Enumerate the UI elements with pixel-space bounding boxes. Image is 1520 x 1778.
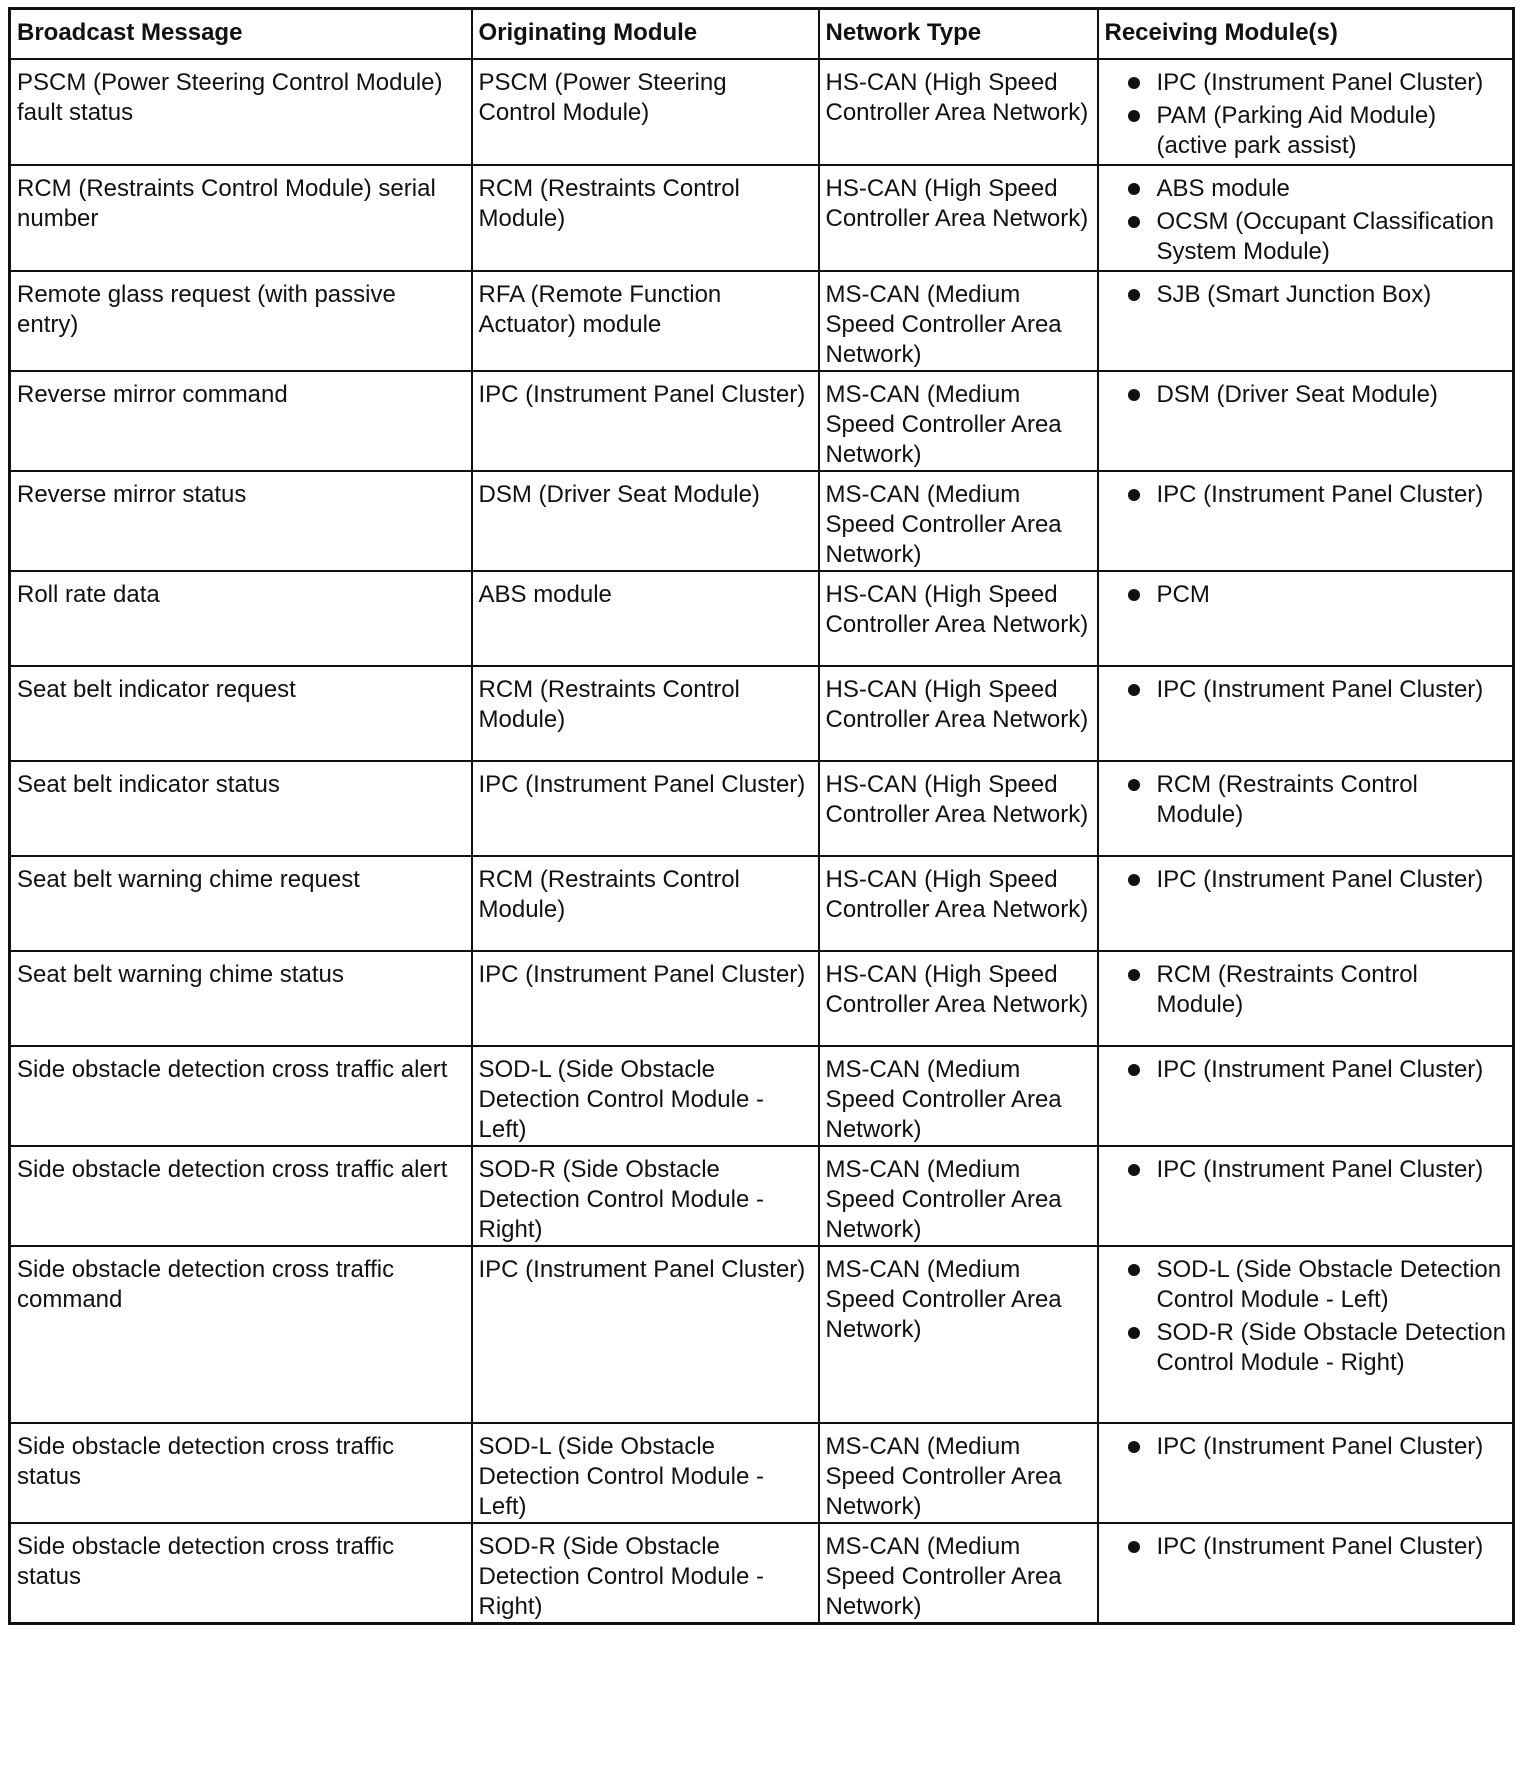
broadcast-message-cell: Side obstacle detection cross traffic command xyxy=(10,1246,472,1423)
receiving-module-item xyxy=(1109,1055,1509,1085)
receiving-modules-cell xyxy=(1098,471,1514,571)
receiving-modules-list xyxy=(1109,1155,1509,1185)
table-row xyxy=(10,666,1514,761)
bullet-icon xyxy=(1128,1164,1140,1176)
table-row xyxy=(10,59,1514,165)
bullet-icon xyxy=(1128,216,1140,228)
receiving-module-label: RCM (Restraints Control Module) xyxy=(1156,771,1418,828)
receiving-modules-list xyxy=(1109,1055,1509,1085)
table-row xyxy=(10,951,1514,1046)
receiving-module-item xyxy=(1109,1318,1509,1378)
receiving-module-label: PAM (Parking Aid Module) (active park assist) xyxy=(1156,102,1437,159)
table-row xyxy=(10,371,1514,471)
receiving-modules-cell xyxy=(1098,1046,1514,1146)
originating-module-cell: IPC (Instrument Panel Cluster) xyxy=(472,371,819,471)
table-row xyxy=(10,1523,1514,1624)
receiving-module-item xyxy=(1109,101,1509,161)
receiving-modules-list xyxy=(1109,675,1509,705)
broadcast-message-cell: Side obstacle detection cross traffic status xyxy=(10,1423,472,1523)
bullet-icon xyxy=(1128,77,1140,89)
receiving-module-label: IPC (Instrument Panel Cluster) xyxy=(1156,1433,1484,1460)
network-type-cell: MS-CAN (Medium Speed Controller Area Network) xyxy=(819,1523,1098,1624)
broadcast-message-cell: Remote glass request (with passive entry) xyxy=(10,271,472,371)
bullet-icon xyxy=(1128,489,1140,501)
network-type-cell: HS-CAN (High Speed Controller Area Network) xyxy=(819,165,1098,271)
broadcast-message-cell: Roll rate data xyxy=(10,571,472,666)
header-row xyxy=(10,9,1514,60)
broadcast-message-cell: Reverse mirror status xyxy=(10,471,472,571)
receiving-module-item xyxy=(1109,480,1509,510)
broadcast-message-cell: Side obstacle detection cross traffic alert xyxy=(10,1046,472,1146)
originating-module-cell: IPC (Instrument Panel Cluster) xyxy=(472,951,819,1046)
network-type-cell: MS-CAN (Medium Speed Controller Area Network) xyxy=(819,471,1098,571)
receiving-module-item xyxy=(1109,68,1509,98)
originating-module-cell: SOD-L (Side Obstacle Detection Control Module - Left) xyxy=(472,1046,819,1146)
receiving-module-item xyxy=(1109,380,1509,410)
receiving-modules-cell xyxy=(1098,951,1514,1046)
header-broadcast-message: Broadcast Message xyxy=(10,9,472,60)
receiving-module-label: IPC (Instrument Panel Cluster) xyxy=(1156,1533,1484,1560)
receiving-modules-cell xyxy=(1098,271,1514,371)
network-type-cell: HS-CAN (High Speed Controller Area Network) xyxy=(819,59,1098,165)
network-type-cell: HS-CAN (High Speed Controller Area Network) xyxy=(819,666,1098,761)
receiving-module-item xyxy=(1109,865,1509,895)
receiving-module-item xyxy=(1109,207,1509,267)
receiving-modules-cell xyxy=(1098,856,1514,951)
table-row xyxy=(10,571,1514,666)
receiving-modules-cell xyxy=(1098,59,1514,165)
receiving-modules-cell xyxy=(1098,761,1514,856)
originating-module-cell: ABS module xyxy=(472,571,819,666)
receiving-module-label: RCM (Restraints Control Module) xyxy=(1156,961,1418,1018)
broadcast-message-table-container xyxy=(8,7,1512,1625)
receiving-module-label: DSM (Driver Seat Module) xyxy=(1156,381,1438,408)
originating-module-cell: IPC (Instrument Panel Cluster) xyxy=(472,1246,819,1423)
originating-module-cell: SOD-R (Side Obstacle Detection Control Module - Right) xyxy=(472,1146,819,1246)
receiving-modules-list xyxy=(1109,380,1509,410)
table-row xyxy=(10,471,1514,571)
originating-module-cell: RCM (Restraints Control Module) xyxy=(472,856,819,951)
network-type-cell: HS-CAN (High Speed Controller Area Network) xyxy=(819,761,1098,856)
bullet-icon xyxy=(1128,969,1140,981)
receiving-module-item xyxy=(1109,770,1509,830)
network-type-cell: MS-CAN (Medium Speed Controller Area Network) xyxy=(819,1146,1098,1246)
originating-module-cell: PSCM (Power Steering Control Module) xyxy=(472,59,819,165)
network-type-cell: HS-CAN (High Speed Controller Area Network) xyxy=(819,951,1098,1046)
broadcast-message-table xyxy=(8,7,1515,1625)
receiving-modules-list xyxy=(1109,480,1509,510)
receiving-modules-list xyxy=(1109,1255,1509,1378)
originating-module-cell: SOD-R (Side Obstacle Detection Control Module - Right) xyxy=(472,1523,819,1624)
receiving-module-label: SOD-R (Side Obstacle Detection Control Module - Right) xyxy=(1156,1319,1506,1376)
bullet-icon xyxy=(1128,1441,1140,1453)
receiving-module-item xyxy=(1109,174,1509,204)
receiving-module-label: IPC (Instrument Panel Cluster) xyxy=(1156,1056,1484,1083)
receiving-module-label: IPC (Instrument Panel Cluster) xyxy=(1156,676,1484,703)
table-row xyxy=(10,1246,1514,1423)
receiving-module-label: IPC (Instrument Panel Cluster) xyxy=(1156,481,1484,508)
originating-module-cell: RFA (Remote Function Actuator) module xyxy=(472,271,819,371)
header-receiving-modules: Receiving Module(s) xyxy=(1098,9,1514,60)
receiving-module-item xyxy=(1109,1255,1509,1315)
broadcast-message-cell: RCM (Restraints Control Module) serial number xyxy=(10,165,472,271)
receiving-modules-list xyxy=(1109,1432,1509,1462)
receiving-modules-list xyxy=(1109,580,1509,610)
receiving-module-item xyxy=(1109,1432,1509,1462)
bullet-icon xyxy=(1128,874,1140,886)
header-originating-module: Originating Module xyxy=(472,9,819,60)
bullet-icon xyxy=(1128,589,1140,601)
receiving-modules-cell xyxy=(1098,1146,1514,1246)
receiving-modules-cell xyxy=(1098,371,1514,471)
table-body xyxy=(10,59,1514,1624)
receiving-module-label: IPC (Instrument Panel Cluster) xyxy=(1156,69,1484,96)
receiving-module-label: IPC (Instrument Panel Cluster) xyxy=(1156,866,1484,893)
receiving-module-label: OCSM (Occupant Classification System Module) xyxy=(1156,208,1494,265)
table-row xyxy=(10,856,1514,951)
network-type-cell: MS-CAN (Medium Speed Controller Area Network) xyxy=(819,1046,1098,1146)
bullet-icon xyxy=(1128,183,1140,195)
table-row xyxy=(10,1046,1514,1146)
header-network-type: Network Type xyxy=(819,9,1098,60)
bullet-icon xyxy=(1128,289,1140,301)
table-header xyxy=(10,9,1514,60)
bullet-icon xyxy=(1128,1541,1140,1553)
receiving-modules-list xyxy=(1109,1532,1509,1562)
receiving-modules-list xyxy=(1109,770,1509,830)
receiving-module-label: ABS module xyxy=(1156,175,1290,202)
table-row xyxy=(10,1423,1514,1523)
table-row xyxy=(10,1146,1514,1246)
network-type-cell: MS-CAN (Medium Speed Controller Area Network) xyxy=(819,1423,1098,1523)
receiving-module-label: SJB (Smart Junction Box) xyxy=(1156,281,1432,308)
bullet-icon xyxy=(1128,110,1140,122)
receiving-modules-cell xyxy=(1098,666,1514,761)
originating-module-cell: RCM (Restraints Control Module) xyxy=(472,666,819,761)
bullet-icon xyxy=(1128,684,1140,696)
broadcast-message-cell: Seat belt indicator status xyxy=(10,761,472,856)
bullet-icon xyxy=(1128,1064,1140,1076)
receiving-module-item xyxy=(1109,1155,1509,1185)
receiving-modules-list xyxy=(1109,280,1509,310)
bullet-icon xyxy=(1128,389,1140,401)
broadcast-message-cell: Side obstacle detection cross traffic status xyxy=(10,1523,472,1624)
network-type-cell: HS-CAN (High Speed Controller Area Network) xyxy=(819,856,1098,951)
broadcast-message-cell: Seat belt warning chime status xyxy=(10,951,472,1046)
receiving-modules-cell xyxy=(1098,571,1514,666)
bullet-icon xyxy=(1128,1264,1140,1276)
receiving-module-item xyxy=(1109,1532,1509,1562)
originating-module-cell: IPC (Instrument Panel Cluster) xyxy=(472,761,819,856)
network-type-cell: HS-CAN (High Speed Controller Area Network) xyxy=(819,571,1098,666)
network-type-cell: MS-CAN (Medium Speed Controller Area Network) xyxy=(819,371,1098,471)
broadcast-message-cell: Reverse mirror command xyxy=(10,371,472,471)
receiving-module-label: IPC (Instrument Panel Cluster) xyxy=(1156,1156,1484,1183)
originating-module-cell: RCM (Restraints Control Module) xyxy=(472,165,819,271)
network-type-cell: MS-CAN (Medium Speed Controller Area Network) xyxy=(819,1246,1098,1423)
receiving-modules-cell xyxy=(1098,1246,1514,1423)
receiving-modules-list xyxy=(1109,174,1509,267)
receiving-module-item xyxy=(1109,675,1509,705)
network-type-cell: MS-CAN (Medium Speed Controller Area Network) xyxy=(819,271,1098,371)
receiving-module-item xyxy=(1109,580,1509,610)
broadcast-message-cell: Seat belt indicator request xyxy=(10,666,472,761)
broadcast-message-cell: PSCM (Power Steering Control Module) fault status xyxy=(10,59,472,165)
table-row xyxy=(10,761,1514,856)
table-row xyxy=(10,165,1514,271)
table-row xyxy=(10,271,1514,371)
receiving-modules-cell xyxy=(1098,1423,1514,1523)
receiving-modules-list xyxy=(1109,865,1509,895)
receiving-module-label: PCM xyxy=(1156,581,1210,608)
receiving-modules-list xyxy=(1109,960,1509,1020)
receiving-modules-list xyxy=(1109,68,1509,161)
receiving-module-label: SOD-L (Side Obstacle Detection Control Module - Left) xyxy=(1156,1256,1502,1313)
broadcast-message-cell: Seat belt warning chime request xyxy=(10,856,472,951)
receiving-modules-cell xyxy=(1098,165,1514,271)
broadcast-message-cell: Side obstacle detection cross traffic alert xyxy=(10,1146,472,1246)
originating-module-cell: DSM (Driver Seat Module) xyxy=(472,471,819,571)
bullet-icon xyxy=(1128,779,1140,791)
receiving-modules-cell xyxy=(1098,1523,1514,1624)
receiving-module-item xyxy=(1109,280,1509,310)
receiving-module-item xyxy=(1109,960,1509,1020)
originating-module-cell: SOD-L (Side Obstacle Detection Control Module - Left) xyxy=(472,1423,819,1523)
bullet-icon xyxy=(1128,1327,1140,1339)
